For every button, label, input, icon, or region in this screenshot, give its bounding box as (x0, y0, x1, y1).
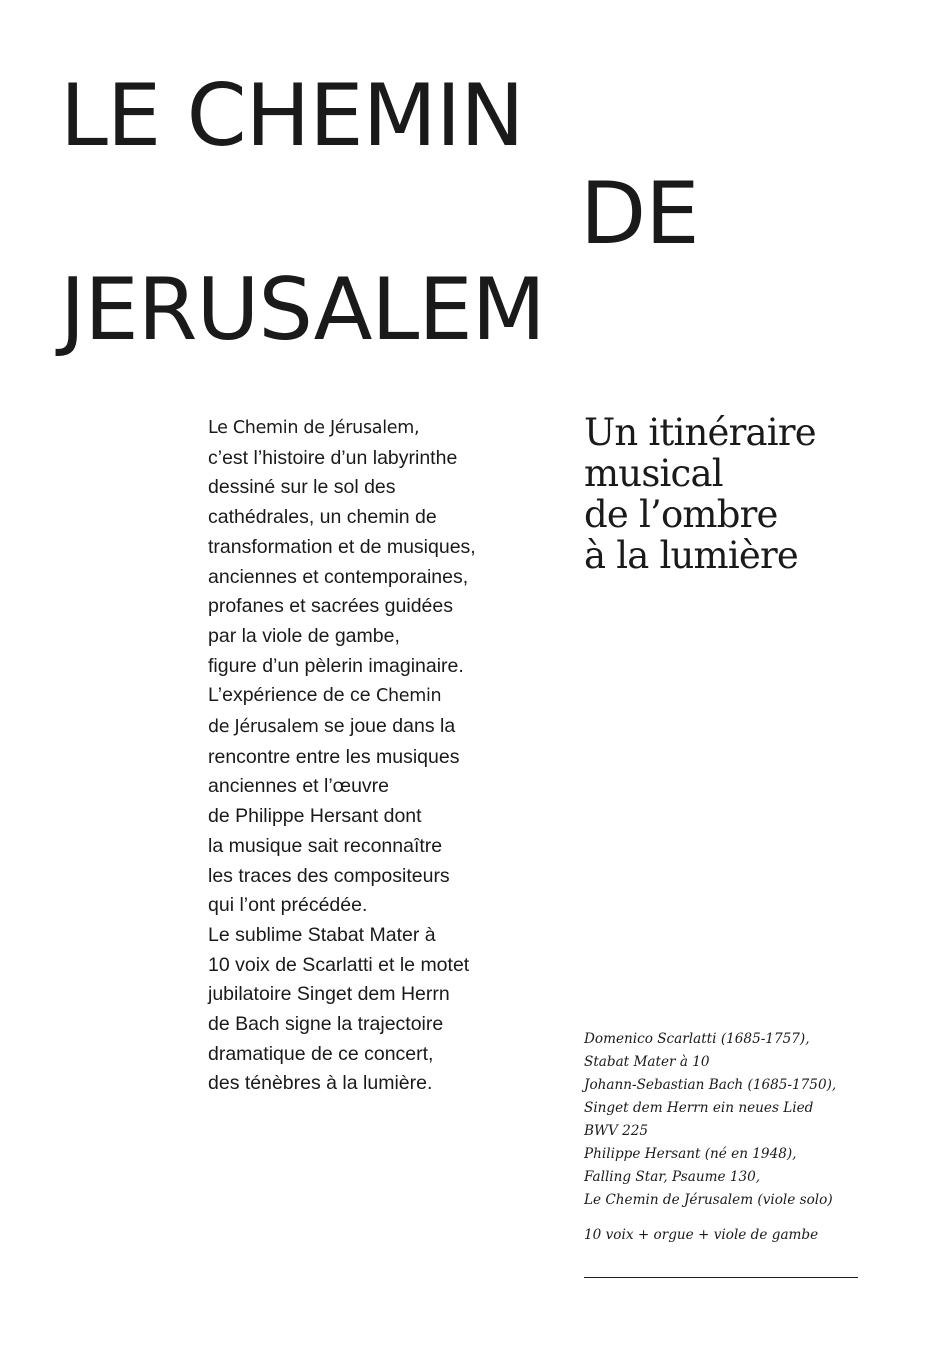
body-line: jubilatoire Singet dem Herrn (208, 983, 450, 1006)
program-line: Singet dem Herrn ein neues Lied (584, 1100, 814, 1116)
title-line-1: LE CHEMIN (60, 66, 524, 166)
body-line: Le Chemin de Jérusalem, (208, 418, 420, 438)
body-highlight: de Jérusalem (208, 717, 319, 738)
program-list (584, 1028, 914, 1212)
program-line: Domenico Scarlatti (1685-1757), (584, 1031, 810, 1047)
program-line: Le Chemin de Jérusalem (viole solo) (584, 1192, 833, 1208)
program-line: Philippe Hersant (né en 1948), (584, 1146, 797, 1162)
body-line-rest: se joue dans la (318, 715, 456, 738)
body-line: 10 voix de Scarlatti et le motet (208, 953, 470, 976)
subtitle-line: musical (584, 452, 723, 495)
body-line: la musique sait reconnaître (208, 834, 443, 857)
body-line: les traces des compositeurs (208, 864, 450, 887)
body-line: des ténèbres à la lumière. (208, 1072, 433, 1095)
title-line-2: DE (580, 164, 699, 264)
body-line: dessiné sur le sol des (208, 476, 396, 499)
body-line: c’est l’histoire d’un labyrinthe (208, 446, 458, 469)
program-line: Stabat Mater à 10 (584, 1054, 710, 1070)
body-line: anciennes et l’œuvre (208, 775, 390, 798)
divider-rule (584, 1277, 858, 1278)
body-line: par la viole de gambe, (208, 624, 400, 647)
program-line: Johann-Sebastian Bach (1685-1750), (584, 1077, 837, 1093)
body-text (208, 414, 568, 1099)
body-line: Le sublime Stabat Mater à (208, 923, 436, 946)
body-line: figure d’un pèlerin imaginaire. (208, 654, 464, 677)
body-line: rencontre entre les musiques (208, 745, 460, 768)
body-line: de Philippe Hersant dont (208, 805, 422, 828)
body-line (208, 681, 568, 712)
subtitle-line: de l’ombre (584, 493, 778, 536)
title-line-3: JERUSALEM (60, 260, 545, 360)
program-line: BWV 225 (584, 1123, 649, 1139)
subtitle-line: Un itinéraire (584, 411, 816, 454)
body-line: de Bach signe la trajectoire (208, 1013, 444, 1036)
body-line (208, 712, 568, 743)
body-line: transformation et de musiques, (208, 535, 476, 558)
instrumentation: 10 voix + orgue + viole de gambe (584, 1227, 819, 1243)
program-line: Falling Star, Psaume 130, (584, 1169, 761, 1185)
subtitle-line: à la lumière (584, 534, 798, 577)
body-line: profanes et sacrées guidées (208, 595, 453, 618)
body-line: dramatique de ce concert, (208, 1042, 434, 1065)
body-line: anciennes et contemporaines, (208, 565, 469, 588)
body-highlight: Chemin (376, 686, 442, 707)
subtitle (584, 412, 914, 576)
body-line: qui l’ont précédée. (208, 894, 368, 917)
body-line-prefix: L’expérience de ce (208, 684, 377, 707)
body-line: cathédrales, un chemin de (208, 506, 437, 529)
